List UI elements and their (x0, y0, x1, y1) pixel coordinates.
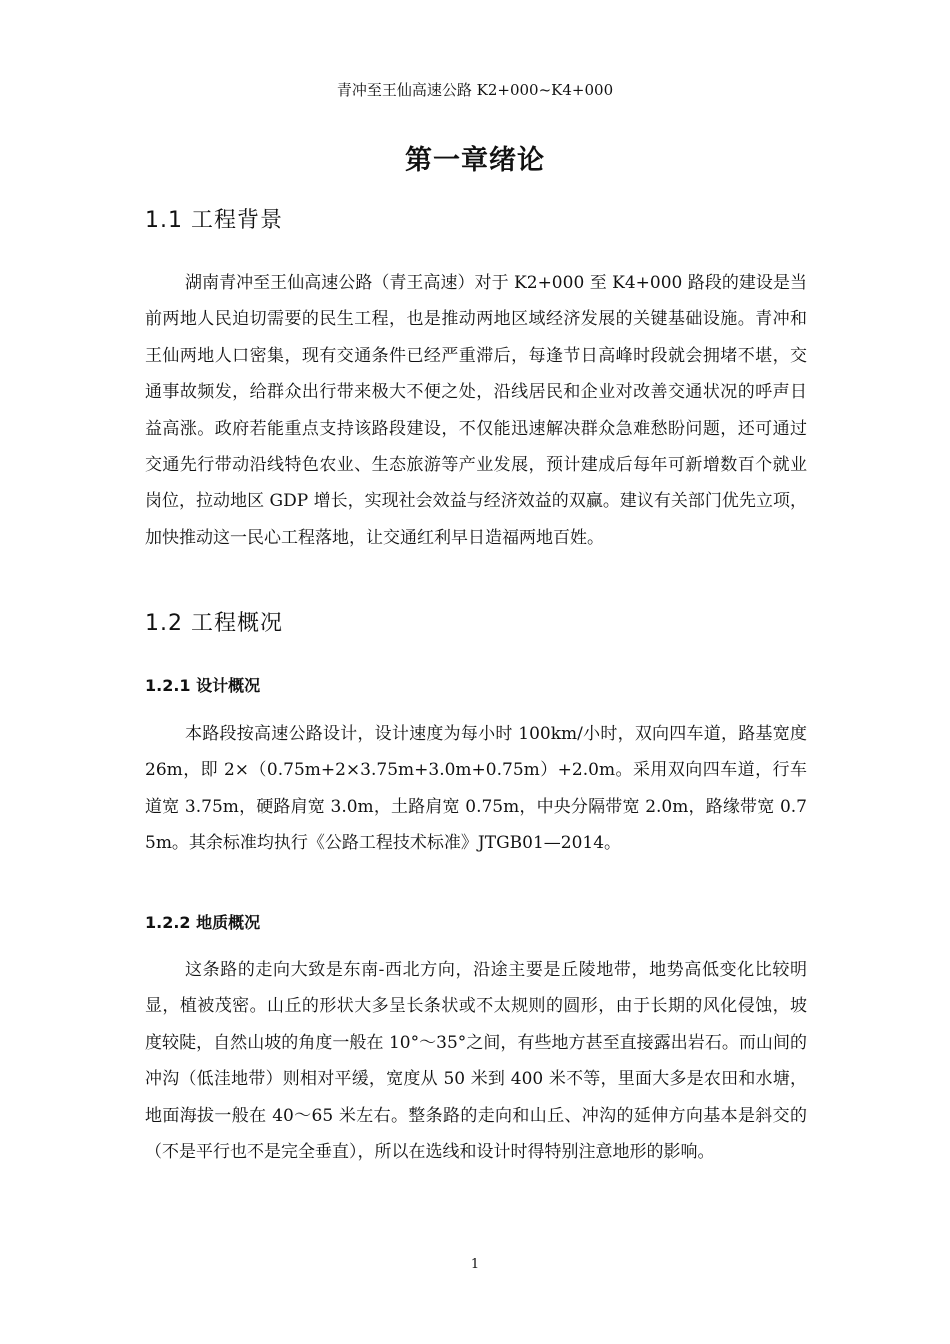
section-1-2-2-paragraph: 这条路的走向大致是东南-西北方向，沿途主要是丘陵地带，地势高低变化比较明显，植被茂密。山丘的形状大多呈长条状或不太规则的圆形，由于长期的风化侵蚀，坡度较陡，自然山坡的角度一般在 10°～35°之间，有些地方甚至直接露出岩石。而山间的冲沟（低洼地带）则相对平缓，宽度从 50 米到 400 米不等，里面大多是农田和水塘，地面海拔一般在 40～65 米左右。整条路的走向和山丘、冲沟的延伸方向基本是斜交的（不是平行也不是完全垂直），所以在选线和设计时得特别注意地形的影响。 (145, 960, 807, 1163)
section-heading-1-2: 1.2 工程概况 (145, 611, 283, 636)
running-header: 青冲至王仙高速公路 K2+000~K4+000 (336, 81, 614, 99)
section-1-1-paragraph: 湖南青冲至王仙高速公路（青王高速）对于 K2+000 至 K4+000 路段的建设是当前两地人民迫切需要的民生工程，也是推动两地区域经济发展的关键基础设施。青冲和王仙两地人口密集，现有交通条件已经严重滞后，每逢节日高峰时段就会拥堵不堪，交通事故频发，给群众出行带来极大不便之处，沿线居民和企业对改善交通状况的呼声日益高涨。政府若能重点支持该路段建设，不仅能迅速解决群众急难愁盼问题，还可通过交通先行带动沿线特色农业、生态旅游等产业发展，预计建成后每年可新增数百个就业岗位，拉动地区 GDP 增长，实现社会效益与经济效益的双赢。建议有关部门优先立项，加快推动这一民心工程落地，让交通红利早日造福两地百姓。 (145, 273, 807, 548)
chapter-title: 第一章绪论 (405, 145, 545, 176)
section-heading-1-2-2: 1.2.2 地质概况 (145, 913, 261, 932)
section-heading-1-2-1: 1.2.1 设计概况 (145, 676, 261, 695)
page-number: 1 (470, 1257, 480, 1272)
section-1-2-1-paragraph: 本路段按高速公路设计，设计速度为每小时 100km/小时，双向四车道，路基宽度 26m，即 2×（0.75m+2×3.75m+3.0m+0.75m）+2.0m。采用双向四车道，行车道宽 3.75m，硬路肩宽 3.0m，土路肩宽 0.75m，中央分隔带宽 2.0m，路缘带宽 0.75m。其余标准均执行《公路工程技术标准》JTGB01—2014。 (145, 724, 807, 854)
section-heading-1-1: 1.1 工程背景 (145, 208, 283, 233)
